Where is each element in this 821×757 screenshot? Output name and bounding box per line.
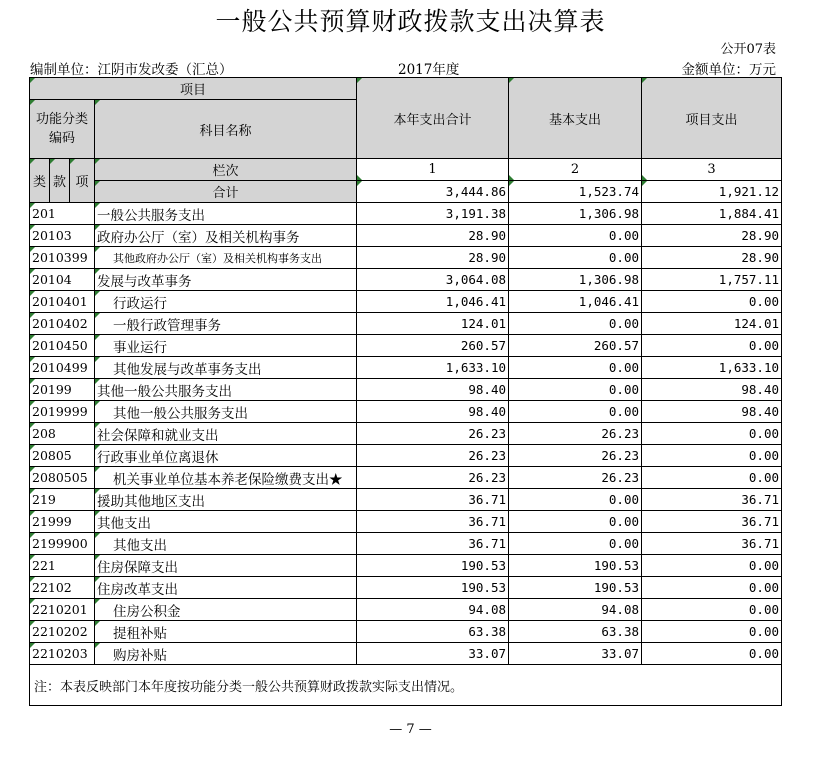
row-code: 20103 [30,225,95,247]
table-note: 注：本表反映部门本年度按功能分类一般公共预算财政拨款实际支出情况。 [30,665,782,706]
table-row [30,291,782,313]
table-row [30,467,782,489]
row-subject-name: 住房改革支出 [95,577,357,599]
row-code: 219 [30,489,95,511]
row-project: 28.90 [642,225,782,247]
row-code: 2199900 [30,533,95,555]
row-code: 20199 [30,379,95,401]
row-code: 2210201 [30,599,95,621]
row-total: 3,191.38 [357,203,509,225]
row-basic: 63.38 [509,621,642,643]
row-total: 26.23 [357,423,509,445]
table-row [30,401,782,423]
row-code: 20805 [30,445,95,467]
row-total: 33.07 [357,643,509,665]
compiling-unit: 编制单位：江阴市发改委（汇总） [30,62,233,78]
row-code: 2210202 [30,621,95,643]
row-basic: 190.53 [509,555,642,577]
row-total: 94.08 [357,599,509,621]
column-number-2: 2 [509,159,642,181]
row-project: 0.00 [642,467,782,489]
column-number-3: 3 [642,159,782,181]
table-row [30,335,782,357]
row-total: 98.40 [357,379,509,401]
header-col3: 项目支出 [642,78,782,159]
row-basic: 0.00 [509,401,642,423]
row-subject-name: 住房公积金 [95,599,357,621]
row-project: 124.01 [642,313,782,335]
row-code: 2210203 [30,643,95,665]
table-row [30,577,782,599]
table-row [30,643,782,665]
row-code: 2010401 [30,291,95,313]
header-lanci: 栏次 [95,159,357,181]
table-row [30,621,782,643]
header-xiang: 项 [70,159,95,203]
row-basic: 1,046.41 [509,291,642,313]
row-subject-name: 其他支出 [95,533,357,555]
row-subject-name: 发展与改革事务 [95,269,357,291]
row-total: 124.01 [357,313,509,335]
row-subject-name: 社会保障和就业支出 [95,423,357,445]
total-col3: 1,921.12 [642,181,782,203]
row-project: 0.00 [642,423,782,445]
row-project: 28.90 [642,247,782,269]
row-basic: 26.23 [509,423,642,445]
row-subject-name: 一般公共服务支出 [95,203,357,225]
table-row [30,203,782,225]
row-project: 0.00 [642,599,782,621]
row-subject-name: 购房补贴 [95,643,357,665]
row-project: 98.40 [642,401,782,423]
row-project: 1,884.41 [642,203,782,225]
row-subject-name: 机关事业单位基本养老保险缴费支出★ [95,467,357,489]
table-row [30,533,782,555]
row-project: 36.71 [642,511,782,533]
header-col1: 本年支出合计 [357,78,509,159]
header-func-class-code: 功能分类编码 [30,100,95,159]
row-basic: 26.23 [509,467,642,489]
row-total: 63.38 [357,621,509,643]
row-code: 2019999 [30,401,95,423]
row-basic: 0.00 [509,247,642,269]
row-code: 2010399 [30,247,95,269]
row-total: 36.71 [357,511,509,533]
row-basic: 0.00 [509,379,642,401]
row-subject-name: 其他发展与改革事务支出 [95,357,357,379]
row-subject-name: 其他政府办公厅（室）及相关机构事务支出 [95,247,357,269]
row-subject-name: 政府办公厅（室）及相关机构事务 [95,225,357,247]
row-code: 2080505 [30,467,95,489]
row-project: 0.00 [642,577,782,599]
row-total: 98.40 [357,401,509,423]
row-project: 0.00 [642,335,782,357]
row-project: 0.00 [642,555,782,577]
table-row [30,599,782,621]
table-row [30,555,782,577]
expenditure-table [29,77,782,706]
header-kuan: 款 [50,159,70,203]
row-project: 36.71 [642,533,782,555]
row-basic: 1,306.98 [509,269,642,291]
row-total: 26.23 [357,467,509,489]
row-code: 20104 [30,269,95,291]
table-row [30,379,782,401]
row-total: 28.90 [357,247,509,269]
row-code: 2010450 [30,335,95,357]
table-row [30,357,782,379]
row-code: 21999 [30,511,95,533]
form-number: 公开07表 [720,42,776,57]
header-col2: 基本支出 [509,78,642,159]
row-subject-name: 援助其他地区支出 [95,489,357,511]
row-total: 36.71 [357,489,509,511]
row-total: 260.57 [357,335,509,357]
header-subject-name: 科目名称 [95,100,357,159]
row-code: 22102 [30,577,95,599]
total-col2: 1,523.74 [509,181,642,203]
row-total: 1,633.10 [357,357,509,379]
row-basic: 0.00 [509,357,642,379]
row-basic: 94.08 [509,599,642,621]
row-subject-name: 住房保障支出 [95,555,357,577]
row-code: 2010499 [30,357,95,379]
row-basic: 0.00 [509,225,642,247]
table-row [30,445,782,467]
table-row [30,313,782,335]
report-year: 2017年度 [398,62,460,78]
column-number-1: 1 [357,159,509,181]
row-code: 208 [30,423,95,445]
row-total: 28.90 [357,225,509,247]
header-lei: 类 [30,159,50,203]
table-row [30,489,782,511]
row-basic: 0.00 [509,511,642,533]
row-subject-name: 一般行政管理事务 [95,313,357,335]
row-subject-name: 其他一般公共服务支出 [95,401,357,423]
table-row [30,423,782,445]
table-row [30,511,782,533]
row-basic: 190.53 [509,577,642,599]
row-project: 0.00 [642,445,782,467]
total-label: 合计 [95,181,357,203]
row-basic: 33.07 [509,643,642,665]
row-subject-name: 行政运行 [95,291,357,313]
row-code: 2010402 [30,313,95,335]
header-item: 项目 [30,78,357,100]
row-subject-name: 其他支出 [95,511,357,533]
row-subject-name: 行政事业单位离退休 [95,445,357,467]
row-total: 190.53 [357,577,509,599]
row-subject-name: 事业运行 [95,335,357,357]
row-total: 26.23 [357,445,509,467]
row-code: 201 [30,203,95,225]
row-project: 1,757.11 [642,269,782,291]
row-project: 0.00 [642,621,782,643]
row-basic: 1,306.98 [509,203,642,225]
row-project: 0.00 [642,643,782,665]
row-total: 36.71 [357,533,509,555]
table-row [30,269,782,291]
row-project: 98.40 [642,379,782,401]
row-basic: 0.00 [509,313,642,335]
row-subject-name: 其他一般公共服务支出 [95,379,357,401]
row-subject-name: 提租补贴 [95,621,357,643]
row-basic: 26.23 [509,445,642,467]
row-total: 190.53 [357,555,509,577]
row-total: 1,046.41 [357,291,509,313]
total-col1: 3,444.86 [357,181,509,203]
currency-unit: 金额单位：万元 [681,62,776,78]
row-total: 3,064.08 [357,269,509,291]
row-basic: 0.00 [509,533,642,555]
row-project: 1,633.10 [642,357,782,379]
row-basic: 0.00 [509,489,642,511]
table-row [30,247,782,269]
table-row [30,225,782,247]
row-project: 36.71 [642,489,782,511]
page-number: — 7 — [389,722,432,737]
row-basic: 260.57 [509,335,642,357]
report-title: 一般公共预算财政拨款支出决算表 [215,7,606,36]
row-project: 0.00 [642,291,782,313]
row-code: 221 [30,555,95,577]
